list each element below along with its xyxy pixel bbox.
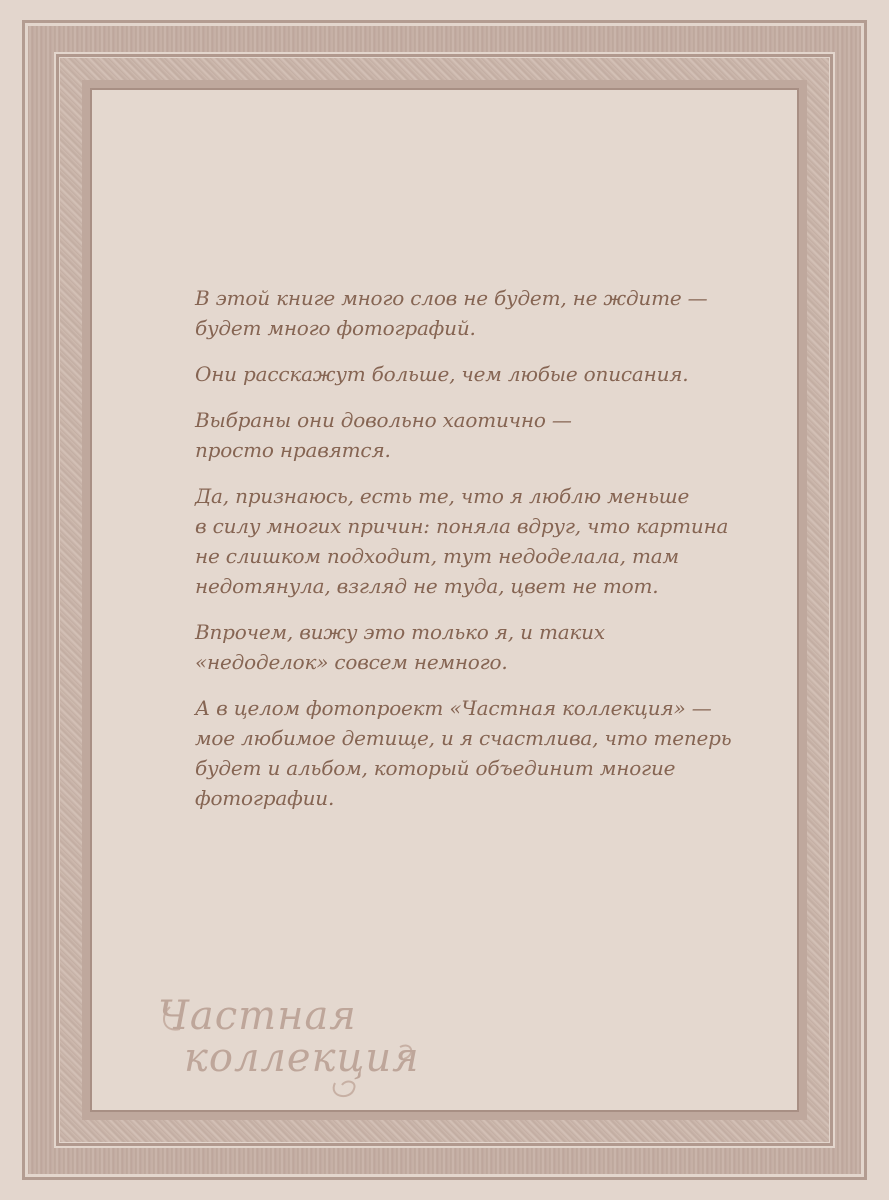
logo-line-2: коллекция [184,1035,420,1081]
paragraph: А в целом фотопроект «Частная коллекция» — мое любимое детище, и я счастлива, что теперь будет и альбом, который объединит многие фотографии. [195,696,732,810]
logo-line-1: Частная [158,993,357,1039]
paragraph: Они расскажут больше, чем любые описания. [195,362,689,386]
paragraph: Впрочем, вижу это только я, и таких «недоделок» совсем немного. [195,620,605,674]
collection-logo [150,985,420,1105]
intro-text [195,283,795,829]
paragraph: В этой книге много слов не будет, не ждите — будет много фотографий. [195,286,708,340]
paragraph: Выбраны они довольно хаотично — просто нравятся. [195,408,572,462]
paragraph: Да, признаюсь, есть те, что я люблю меньше в силу многих причин: поняла вдруг, что картина не слишком подходит, тут недоделала, там недотянула, взгляд не туда, цвет не тот. [195,484,729,598]
